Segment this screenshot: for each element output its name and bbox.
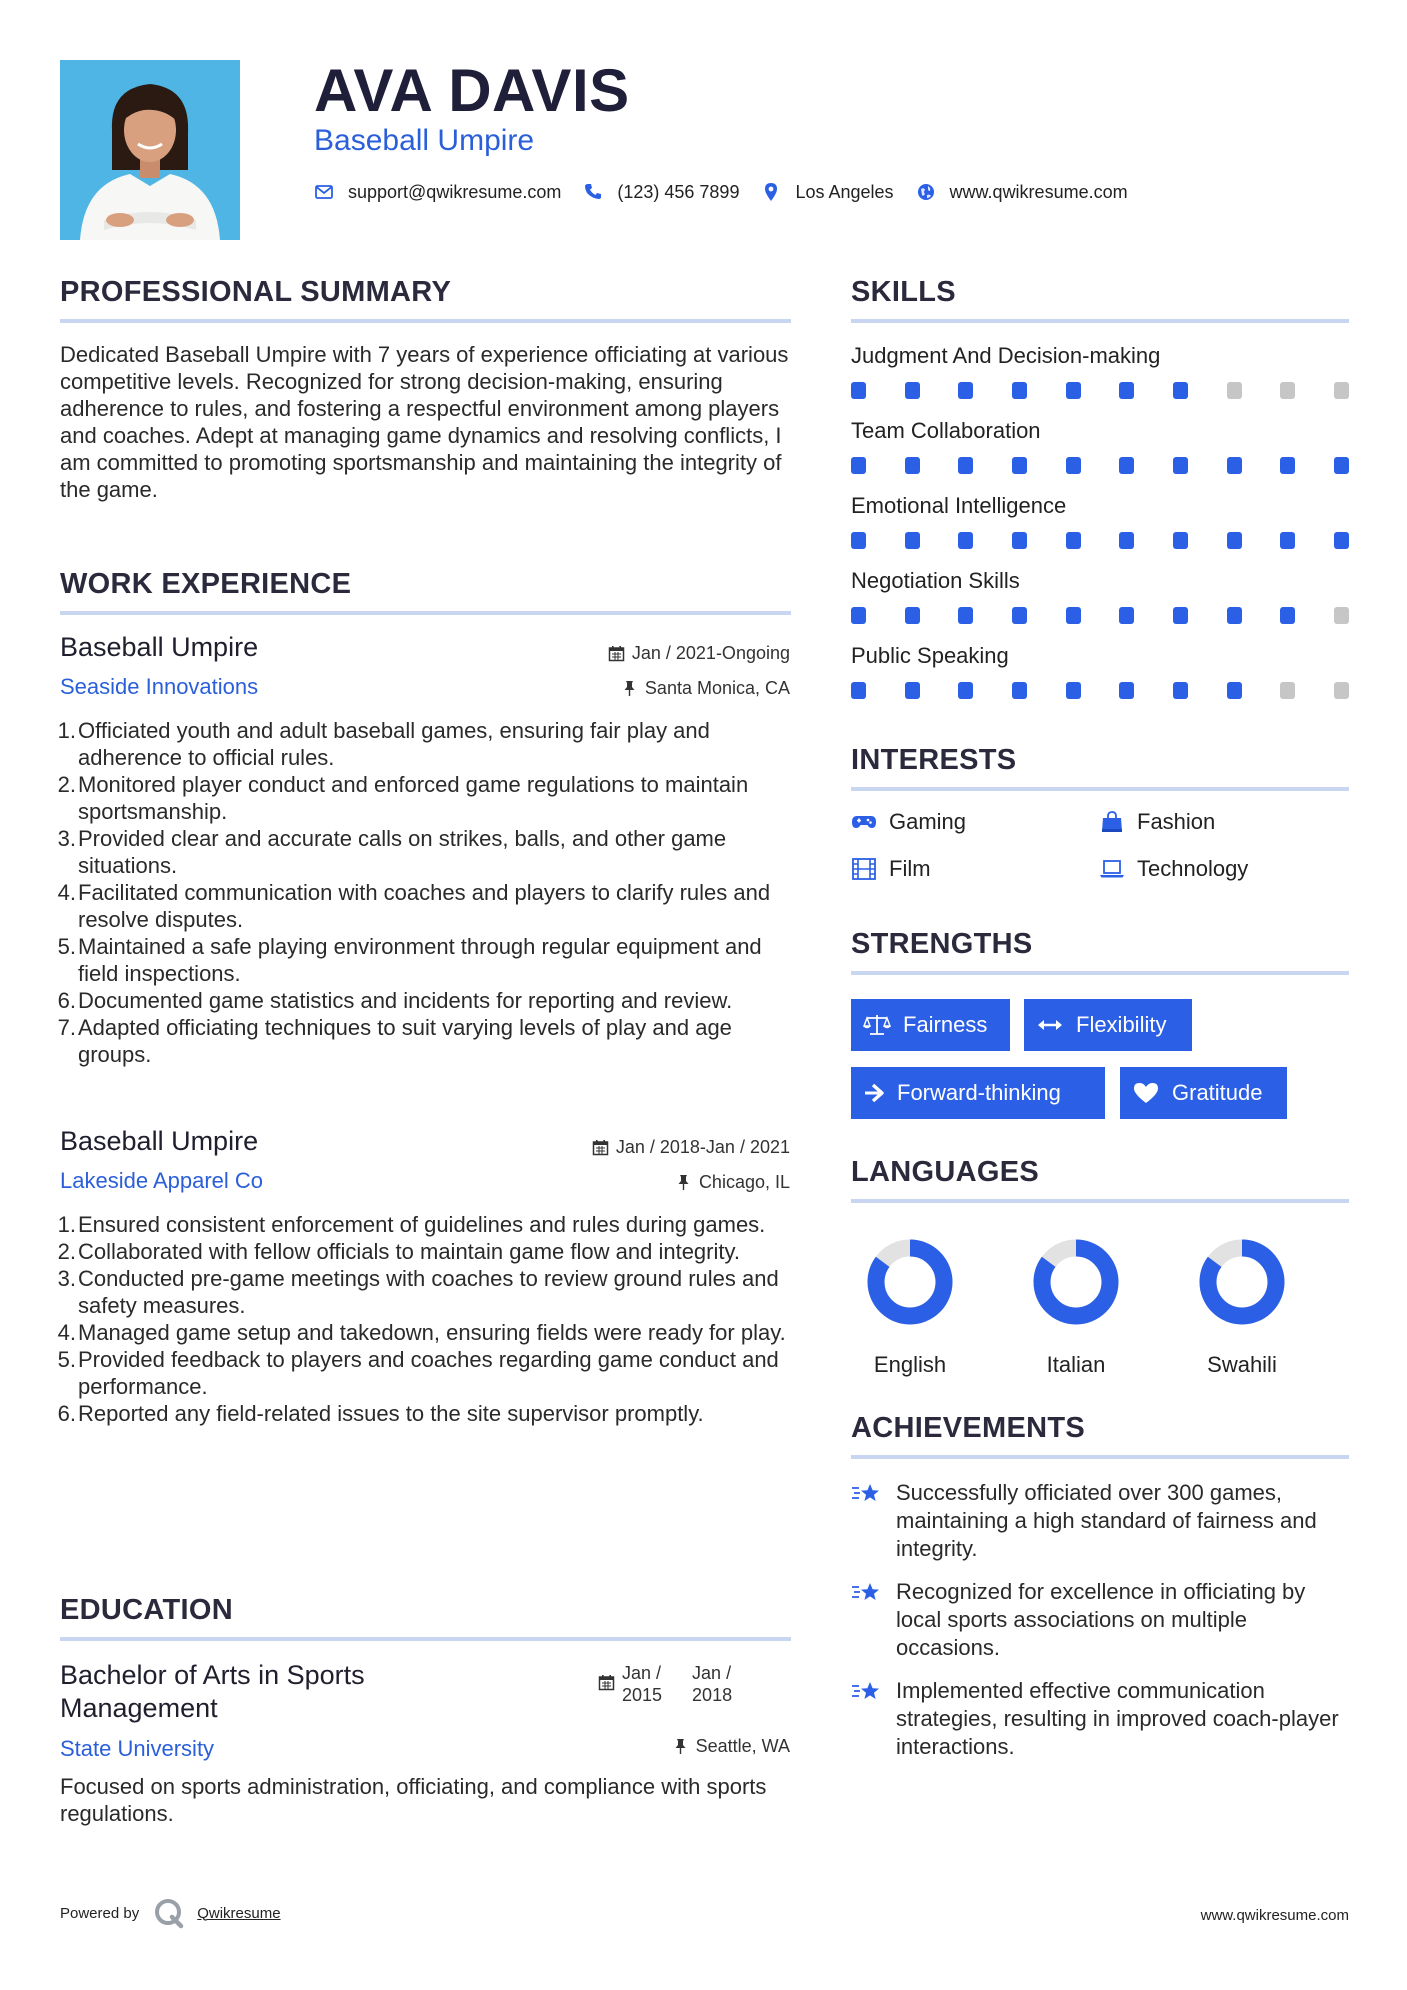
pushpin-icon [672, 1738, 689, 1755]
strength-label: Forward-thinking [897, 1080, 1061, 1105]
phone-icon [583, 182, 603, 202]
language-proficiency-ring [1196, 1236, 1288, 1328]
skill-dot [1227, 607, 1242, 624]
brand-link[interactable]: Qwikresume [197, 1904, 281, 1922]
skill-level-dots [851, 682, 1349, 700]
skill-dot [851, 382, 866, 399]
strengths-heading: STRENGTHS [851, 928, 1033, 960]
skill-name: Judgment And Decision-making [851, 343, 1161, 368]
list-item: 2. Collaborated with fellow officials to maintain game flow and integrity. [57, 1239, 740, 1264]
interest-item-film [851, 856, 931, 882]
skills-heading: SKILLS [851, 276, 956, 308]
language-proficiency-ring [1030, 1236, 1122, 1328]
strength-tag-forward-thinking [851, 1067, 1105, 1119]
language-item [1182, 1236, 1302, 1378]
education-location [672, 1736, 790, 1757]
list-item: 3. Conducted pre-game meetings with coaches to review ground rules and safety measures. [57, 1266, 779, 1318]
summary-heading: PROFESSIONAL SUMMARY [60, 276, 452, 308]
skill-dot [1280, 682, 1295, 699]
skill-dot [1334, 532, 1349, 549]
skill-dot [958, 682, 973, 699]
interests-rule [851, 787, 1349, 791]
skill-dot [1173, 682, 1188, 699]
skill-dot [1119, 532, 1134, 549]
interest-label: Fashion [1137, 809, 1216, 834]
list-item: 4. Facilitated communication with coaches and players to clarify rules and resolve disputes. [57, 880, 771, 932]
job-dates [608, 643, 790, 664]
strength-tag-flexibility [1024, 999, 1192, 1051]
strength-tag-fairness [851, 999, 1010, 1051]
strength-label: Gratitude [1172, 1080, 1263, 1105]
profile-photo [60, 60, 240, 240]
skill-name: Public Speaking [851, 643, 1009, 668]
skill-dot [1119, 607, 1134, 624]
skill-dot [1227, 457, 1242, 474]
skill-dot [1119, 382, 1134, 399]
skill-dot [1227, 682, 1242, 699]
footer-powered-by [60, 1897, 281, 1929]
skill-dot [1280, 532, 1295, 549]
skill-dot [851, 457, 866, 474]
achievement-text: Implemented effective communication strategies, resulting in improved coach-player interactions. [896, 1678, 1339, 1759]
contact-location [761, 182, 893, 203]
strength-label: Flexibility [1076, 1012, 1167, 1037]
list-item: 5. Provided feedback to players and coaches regarding game conduct and performance. [57, 1347, 779, 1399]
pushpin-icon [675, 1174, 692, 1191]
skill-dot [1173, 457, 1188, 474]
job-title: Baseball Umpire [60, 1126, 259, 1156]
job-dates [592, 1137, 790, 1158]
summary-rule [60, 319, 791, 323]
skill-dot [1280, 457, 1295, 474]
calendar-icon [598, 1674, 615, 1691]
strengths-rule [851, 971, 1349, 975]
achievements-rule [851, 1455, 1349, 1459]
skill-dot [1119, 457, 1134, 474]
contact-phone[interactable] [583, 182, 739, 203]
school-name: State University [60, 1736, 215, 1761]
company-name: Lakeside Apparel Co [60, 1168, 264, 1193]
job-duties-list [57, 1211, 796, 1427]
skill-dot [1227, 382, 1242, 399]
list-item: 6. Reported any field-related issues to the site supervisor promptly. [57, 1401, 704, 1426]
interest-label: Technology [1137, 856, 1249, 881]
pushpin-icon [621, 680, 638, 697]
languages-rule [851, 1199, 1349, 1203]
balance-scale-icon [863, 1013, 891, 1037]
date-text: Jan / [692, 1663, 732, 1683]
achievement-item [851, 1677, 1351, 1761]
skill-dot [1227, 532, 1242, 549]
language-proficiency-ring [864, 1236, 956, 1328]
language-name: Swahili [1207, 1352, 1277, 1377]
achievements-heading: ACHIEVEMENTS [851, 1412, 1086, 1444]
skill-dot [1334, 382, 1349, 399]
skill-dot [905, 682, 920, 699]
date-text: Jan / [622, 1663, 662, 1683]
arrows-horizontal-icon [1036, 1013, 1064, 1037]
skill-dot [1334, 607, 1349, 624]
interest-item-fashion [1099, 809, 1215, 835]
strength-tag-gratitude [1120, 1067, 1287, 1119]
skill-dot [958, 382, 973, 399]
skill-dot [1012, 532, 1027, 549]
degree-title [60, 1659, 365, 1725]
gamepad-icon [851, 810, 877, 834]
skill-dot [1012, 457, 1027, 474]
portrait-image [60, 60, 240, 240]
list-item: 6. Documented game statistics and incidents for reporting and review. [57, 988, 733, 1013]
language-name: Italian [1046, 1352, 1106, 1377]
experience-rule [60, 611, 791, 615]
list-item: 1. Officiated youth and adult baseball games, ensuring fair play and adherence to official rules. [57, 718, 710, 770]
education-description: Focused on sports administration, officiating, and compliance with sports regulations. [60, 1774, 767, 1826]
strength-label: Fairness [903, 1012, 988, 1037]
skill-dot [958, 532, 973, 549]
powered-by-text: Powered by [60, 1904, 140, 1922]
skill-level-dots [851, 382, 1349, 400]
skill-dot [905, 382, 920, 399]
summary-text: Dedicated Baseball Umpire with 7 years of experience officiating at various competitive levels. Recognized for strong decision-making, ensuring adherence to rules, and fostering a respectful environment among players and coaches. Adept at managing game dynamics and resolving conflicts, I am committed to promoting sportsmanship and maintaining the integrity of the game. [60, 342, 789, 502]
contact-bar [314, 178, 1150, 206]
map-pin-icon [761, 182, 781, 202]
language-name: English [873, 1352, 947, 1377]
education-rule [60, 1637, 791, 1641]
heart-icon [1132, 1081, 1160, 1105]
skill-dot [851, 607, 866, 624]
skill-dot [905, 607, 920, 624]
skill-dot [1280, 382, 1295, 399]
achievement-item [851, 1578, 1351, 1662]
list-item: 5. Maintained a safe playing environment through regular equipment and field inspections. [57, 934, 762, 986]
interest-item-technology [1099, 856, 1248, 882]
laptop-icon [1099, 857, 1125, 881]
skill-name: Team Collaboration [851, 418, 1041, 443]
skill-dot [851, 532, 866, 549]
skill-level-dots [851, 607, 1349, 625]
skill-name: Emotional Intelligence [851, 493, 1067, 518]
globe-icon [916, 182, 936, 202]
skill-dot [1119, 682, 1134, 699]
shooting-star-icon [851, 1580, 883, 1606]
skill-level-dots [851, 532, 1349, 550]
education-heading: EDUCATION [60, 1594, 233, 1626]
film-icon [851, 857, 877, 881]
envelope-icon [314, 182, 334, 202]
email-text: support@qwikresume.com [348, 181, 562, 202]
job-dates-text: Jan / 2018-Jan / 2021 [615, 1137, 790, 1157]
skill-dot [1066, 532, 1081, 549]
interest-label: Gaming [889, 809, 967, 834]
achievement-text: Recognized for excellence in officiating by local sports associations on multiple occasions. [896, 1579, 1306, 1660]
list-item: 2. Monitored player conduct and enforced game regulations to maintain sportsmanship. [57, 772, 749, 824]
skills-rule [851, 319, 1349, 323]
achievement-text: Successfully officiated over 300 games, maintaining a high standard of fairness and integrity. [896, 1480, 1317, 1561]
education-location-text: Seattle, WA [695, 1736, 790, 1756]
skill-dot [958, 457, 973, 474]
list-item: 1. Ensured consistent enforcement of guidelines and rules during games. [57, 1212, 766, 1237]
contact-website[interactable] [916, 182, 1128, 203]
job-duties-list [57, 717, 796, 1068]
degree-line: Bachelor of Arts in Sports [60, 1660, 365, 1690]
skill-name: Negotiation Skills [851, 568, 1020, 593]
calendar-icon [608, 645, 625, 662]
interests-heading: INTERESTS [851, 744, 1017, 776]
experience-heading: WORK EXPERIENCE [60, 568, 352, 600]
job-location-text: Chicago, IL [698, 1172, 790, 1192]
interest-item-gaming [851, 809, 966, 835]
job-dates-text: Jan / 2021-Ongoing [631, 643, 790, 663]
skill-dot [1173, 532, 1188, 549]
list-item: 7. Adapted officiating techniques to suit varying levels of play and age groups. [57, 1015, 732, 1067]
job-location-text: Santa Monica, CA [644, 678, 790, 698]
candidate-name: AVA DAVIS [314, 57, 630, 124]
language-item [850, 1236, 970, 1378]
date-text: 2015 [622, 1685, 663, 1705]
footer-website[interactable]: www.qwikresume.com [1200, 1907, 1349, 1924]
education-dates [598, 1662, 732, 1706]
list-item: 3. Provided clear and accurate calls on strikes, balls, and other game situations. [57, 826, 727, 878]
skill-dot [1066, 382, 1081, 399]
education-start [622, 1662, 662, 1706]
company-name: Seaside Innovations [60, 674, 259, 699]
shooting-star-icon [851, 1481, 883, 1507]
achievement-item [851, 1479, 1351, 1563]
skill-dot [1012, 682, 1027, 699]
skill-dot [905, 457, 920, 474]
calendar-icon [592, 1139, 609, 1156]
shopping-bag-icon [1099, 810, 1125, 834]
list-item: 4. Managed game setup and takedown, ensuring fields were ready for play. [57, 1320, 786, 1345]
candidate-role: Baseball Umpire [314, 124, 535, 157]
arrow-right-icon [863, 1081, 885, 1105]
website-text: www.qwikresume.com [949, 181, 1128, 202]
job-location [621, 678, 790, 699]
skill-dot [1066, 607, 1081, 624]
skill-dot [1334, 682, 1349, 699]
interest-label: Film [889, 856, 931, 881]
shooting-star-icon [851, 1679, 883, 1705]
skill-dot [958, 607, 973, 624]
date-text: 2018 [692, 1685, 733, 1705]
skill-dot [1173, 382, 1188, 399]
skill-dot [1280, 607, 1295, 624]
skill-dot [1012, 382, 1027, 399]
languages-heading: LANGUAGES [851, 1156, 1039, 1188]
skill-dot [1334, 457, 1349, 474]
degree-line: Management [60, 1693, 218, 1723]
skill-dot [851, 682, 866, 699]
skill-dot [905, 532, 920, 549]
job-location [675, 1172, 790, 1193]
education-end [692, 1662, 732, 1706]
qwikresume-logo-icon [153, 1897, 185, 1929]
skill-dot [1066, 457, 1081, 474]
job-title: Baseball Umpire [60, 632, 259, 662]
skill-dot [1173, 607, 1188, 624]
contact-email[interactable] [314, 182, 561, 203]
location-text: Los Angeles [795, 181, 894, 202]
skill-dot [1012, 607, 1027, 624]
phone-text: (123) 456 7899 [617, 181, 740, 202]
skill-dot [1066, 682, 1081, 699]
language-item [1016, 1236, 1136, 1378]
skill-level-dots [851, 457, 1349, 475]
